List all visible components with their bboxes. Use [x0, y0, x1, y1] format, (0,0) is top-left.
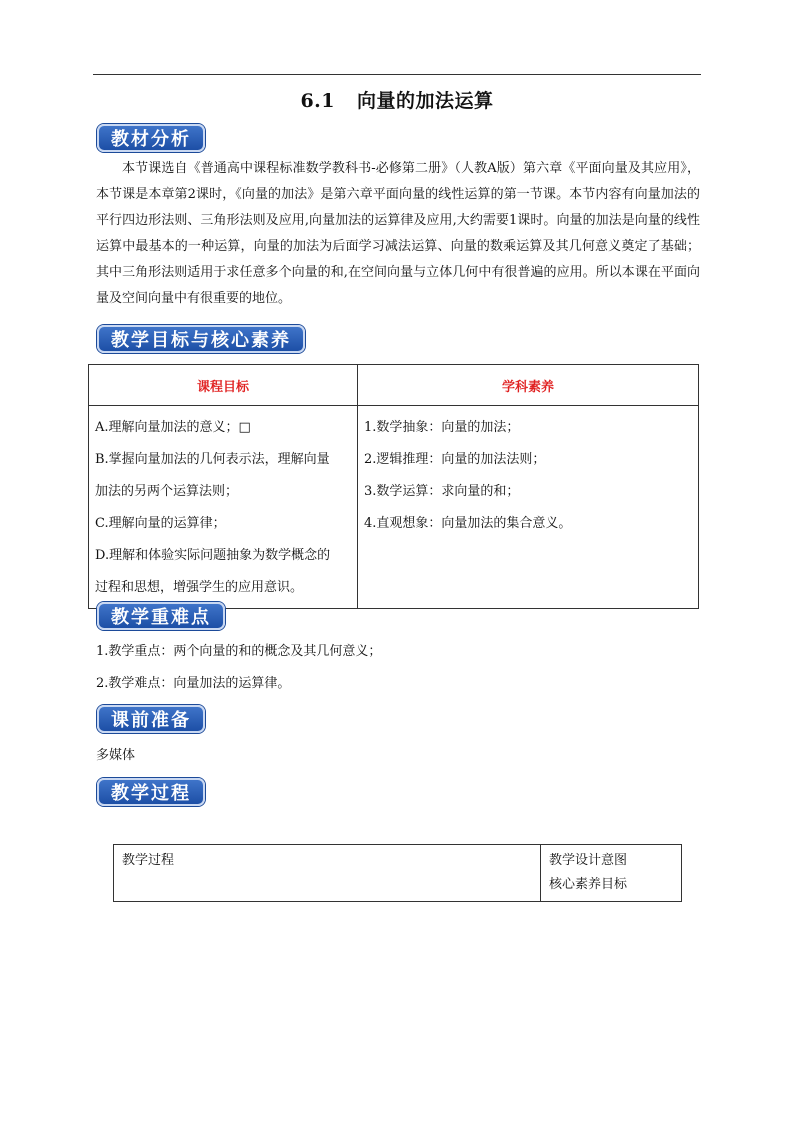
header-rule	[93, 74, 701, 75]
course-goal-line: D.理解和体验实际问题抽象为数学概念的	[95, 548, 331, 563]
teaching-difficulty: 2.教学难点：向量加法的运算律。	[96, 676, 291, 691]
section-heading-goals: 教学目标与核心素养	[97, 325, 305, 353]
literacy-line: 3.数学运算：求向量的和；	[364, 484, 520, 499]
process-col1	[114, 845, 541, 902]
course-goals-cell	[89, 406, 358, 609]
goals-header-row	[89, 365, 699, 406]
course-goal-line: 加法的另两个运算法则；	[95, 484, 239, 499]
process-col2-line2: 核心素养目标	[549, 877, 628, 892]
course-goal-line: C.理解向量的运算律；	[95, 516, 226, 531]
section-heading-key-points: 教学重难点	[97, 602, 225, 630]
process-header-row	[114, 845, 682, 902]
preparation-text: 多媒体	[96, 748, 136, 763]
analysis-paragraph: 本节课选自《普通高中课程标准数学教科书-必修第二册》（人教A版）第六章《平面向量及其应用》，本节课是本章第2课时，《向量的加法》是第六章平面向量的线性运算的第一节课。本节内容有向量加法的平行四边形法则、三角形法则及应用,向量加法的运算律及应用,大约需要1课时。向量的加法是向量的线性运算中最基本的一种运算，向量的加法为后面学习减法运算、向量的数乘运算及其几何意义奠定了基础；其中三角形法则适用于求任意多个向量的和,在空间向量与立体几何中有很普遍的应用。所以本课在平面向量及空间向量中有很重要的地位。	[96, 161, 700, 306]
title-text: 向量的加法运算	[357, 90, 494, 112]
course-goal-line: B.掌握向量加法的几何表示法，理解向量	[95, 452, 330, 467]
goals-col2-header: 学科素养	[358, 365, 699, 406]
process-col2	[541, 845, 682, 902]
process-col2-line1: 教学设计意图	[549, 853, 628, 868]
section-heading-analysis: 教材分析	[97, 124, 205, 152]
goals-body-row	[89, 406, 699, 609]
page-title	[93, 86, 701, 113]
process-table	[113, 844, 682, 902]
literacy-line: 4.直观想象：向量加法的集合意义。	[364, 516, 572, 531]
section-heading-process: 教学过程	[97, 778, 205, 806]
teaching-focus: 1.教学重点：两个向量的和的概念及其几何意义；	[96, 644, 382, 659]
title-number: 6.1	[300, 90, 336, 112]
goals-col1-header: 课程目标	[89, 365, 358, 406]
course-goal-line: A.理解向量加法的意义；□	[95, 420, 251, 435]
process-col1-label: 教学过程	[122, 853, 175, 868]
course-goal-line: 过程和思想，增强学生的应用意识。	[95, 580, 304, 595]
literacy-line: 2.逻辑推理：向量的加法法则；	[364, 452, 546, 467]
section-heading-preparation: 课前准备	[97, 705, 205, 733]
literacy-line: 1.数学抽象：向量的加法；	[364, 420, 520, 435]
goals-table	[88, 364, 699, 609]
subject-literacy-cell	[358, 406, 699, 609]
